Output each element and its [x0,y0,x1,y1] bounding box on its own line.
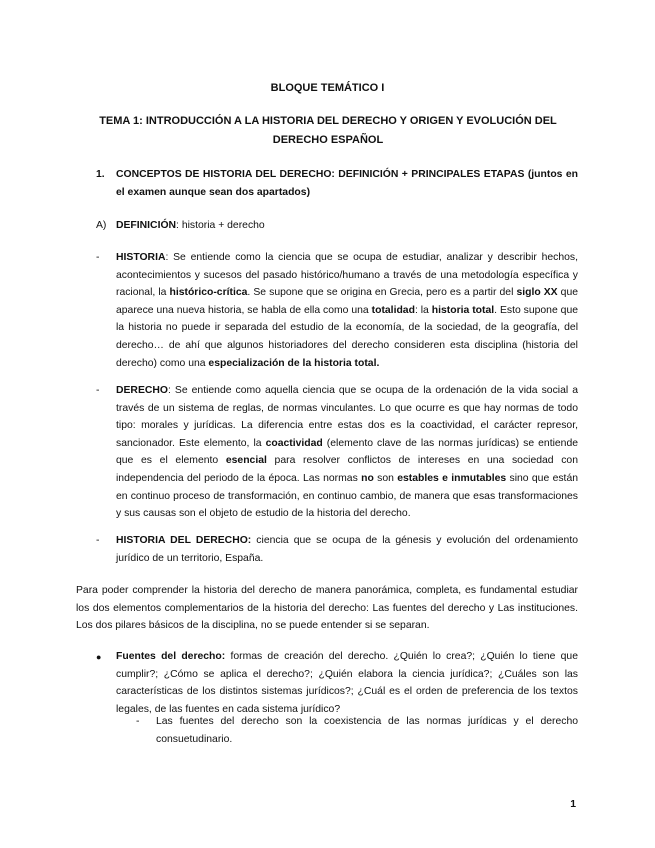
historia-derecho-text: ciencia que se ocupa de la génesis y evolución del ordenamiento jurídico de un territorio, España. [116,535,578,564]
bloque-title: BLOQUE TEMÁTICO I [270,82,385,94]
fuentes-term: Fuentes del derecho: [116,651,226,662]
historia-text-4: : la [414,304,432,316]
derecho-bold-3: no [361,472,374,484]
derecho-bold-1: coactividad [265,437,323,449]
fuentes-text: formas de creación del derecho. ¿Quién lo crea?; ¿Quién lo tiene que cumplir?; ¿Cómo se aplica el derecho?; ¿Quién elabora la ciencia jurídica?; ¿Cuáles son las características de los distintos sistemas jurídicos?; ¿Cuál es el orden de preferencia de los textos legales, de las fuentes en cada sistema jurídico? [116,651,578,715]
section-heading [116,166,578,201]
page-number: 1 [570,799,576,810]
intro-paragraph: Para poder comprender la historia del derecho de manera panorámica, completa, es fundamental estudiar los dos elementos complementarios de la historia del derecho: Las fuentes del derecho y Las instituciones. Los dos pilares básicos de la disciplina, no se puede entender si se separan. [76,585,578,632]
derecho-marker: - [96,385,100,396]
subsection-text: : historia + derecho [176,220,265,231]
tema-title: TEMA 1: INTRODUCCIÓN A LA HISTORIA DEL DERECHO Y ORIGEN Y EVOLUCIÓN DEL DERECHO ESPAÑOL [99,115,557,146]
historia-derecho-marker: - [96,535,100,546]
derecho-paragraph [116,382,578,523]
derecho-term: DERECHO [116,385,168,396]
historia-bold-3: totalidad [371,304,415,316]
derecho-bold-4: estables e inmutables [397,472,507,484]
historia-text-3: que aparece una nueva historia, se habla de ella como una [116,287,578,316]
section-note: (juntos en el examen aunque sean dos apartados) [116,169,579,198]
subsection-letter: A) [96,220,107,231]
historia-derecho-paragraph [116,532,578,567]
historia-derecho-term: HISTORIA DEL DERECHO: [116,535,252,546]
section-title: CONCEPTOS DE HISTORIA DEL DERECHO: DEFINICIÓN + PRINCIPALES ETAPAS [116,169,525,180]
historia-bold-4: historia total [431,304,495,316]
historia-paragraph [116,249,578,372]
section-number: 1. [96,169,105,180]
fuentes-sub-paragraph: Las fuentes del derecho son la coexistencia de las normas jurídicas y el derecho consuetudinario. [156,716,578,745]
fuentes-paragraph [116,648,578,718]
subsection-heading [116,217,578,235]
historia-text-1: : Se entiende como la ciencia que se ocupa de estudiar, analizar y describir hechos, acontecimientos y sucesos del pasado histórico/humano a través de una metodología específica y racional, la [116,252,578,299]
derecho-text-4: son [373,472,398,484]
derecho-text-5: sino que están en continuo proceso de transformación, en continuo cambio, de manera que esas transformaciones y sus causas son el objeto de estudio de la historia del derecho. [116,472,578,520]
derecho-text-3: para resolver conflictos de intereses en una sociedad con independencia del periodo de la época. Las normas [116,455,578,484]
fuentes-sub-marker: - [136,716,140,727]
historia-marker: - [96,252,100,263]
derecho-bold-2: esencial [225,455,267,467]
historia-bold-2: siglo XX [516,287,558,299]
historia-bold-1: histórico-crítica [169,287,248,299]
derecho-text-2: (elemento clave de las normas jurídicas) se entiende que es el elemento [116,437,579,467]
historia-bold-5: especialización de la historia total. [208,357,380,369]
historia-text-5: . Esto supone que la historia no puede ir separada del estudio de la economía, de la sociedad, de la geografía, del derecho… de ahí que algunos historiadores del derecho consideren esta disciplina (historia del derecho) como una [116,304,578,369]
historia-text-2: . Se supone que se origina en Grecia, pero es a partir del [247,287,517,299]
historia-term: HISTORIA [116,252,166,263]
derecho-text-1: : Se entiende como aquella ciencia que se ocupa de la ordenación de la vida social a través de un sistema de reglas, de normas vinculantes. Lo que ocurre es que hay normas de todo tipo: morales y jurídicas. La diferencia entre estas dos es la coactividad, el carácter represor, sancionador. Este elemento, la [116,385,578,449]
fuentes-bullet: ● [96,652,102,662]
subsection-title: DEFINICIÓN [116,220,177,231]
